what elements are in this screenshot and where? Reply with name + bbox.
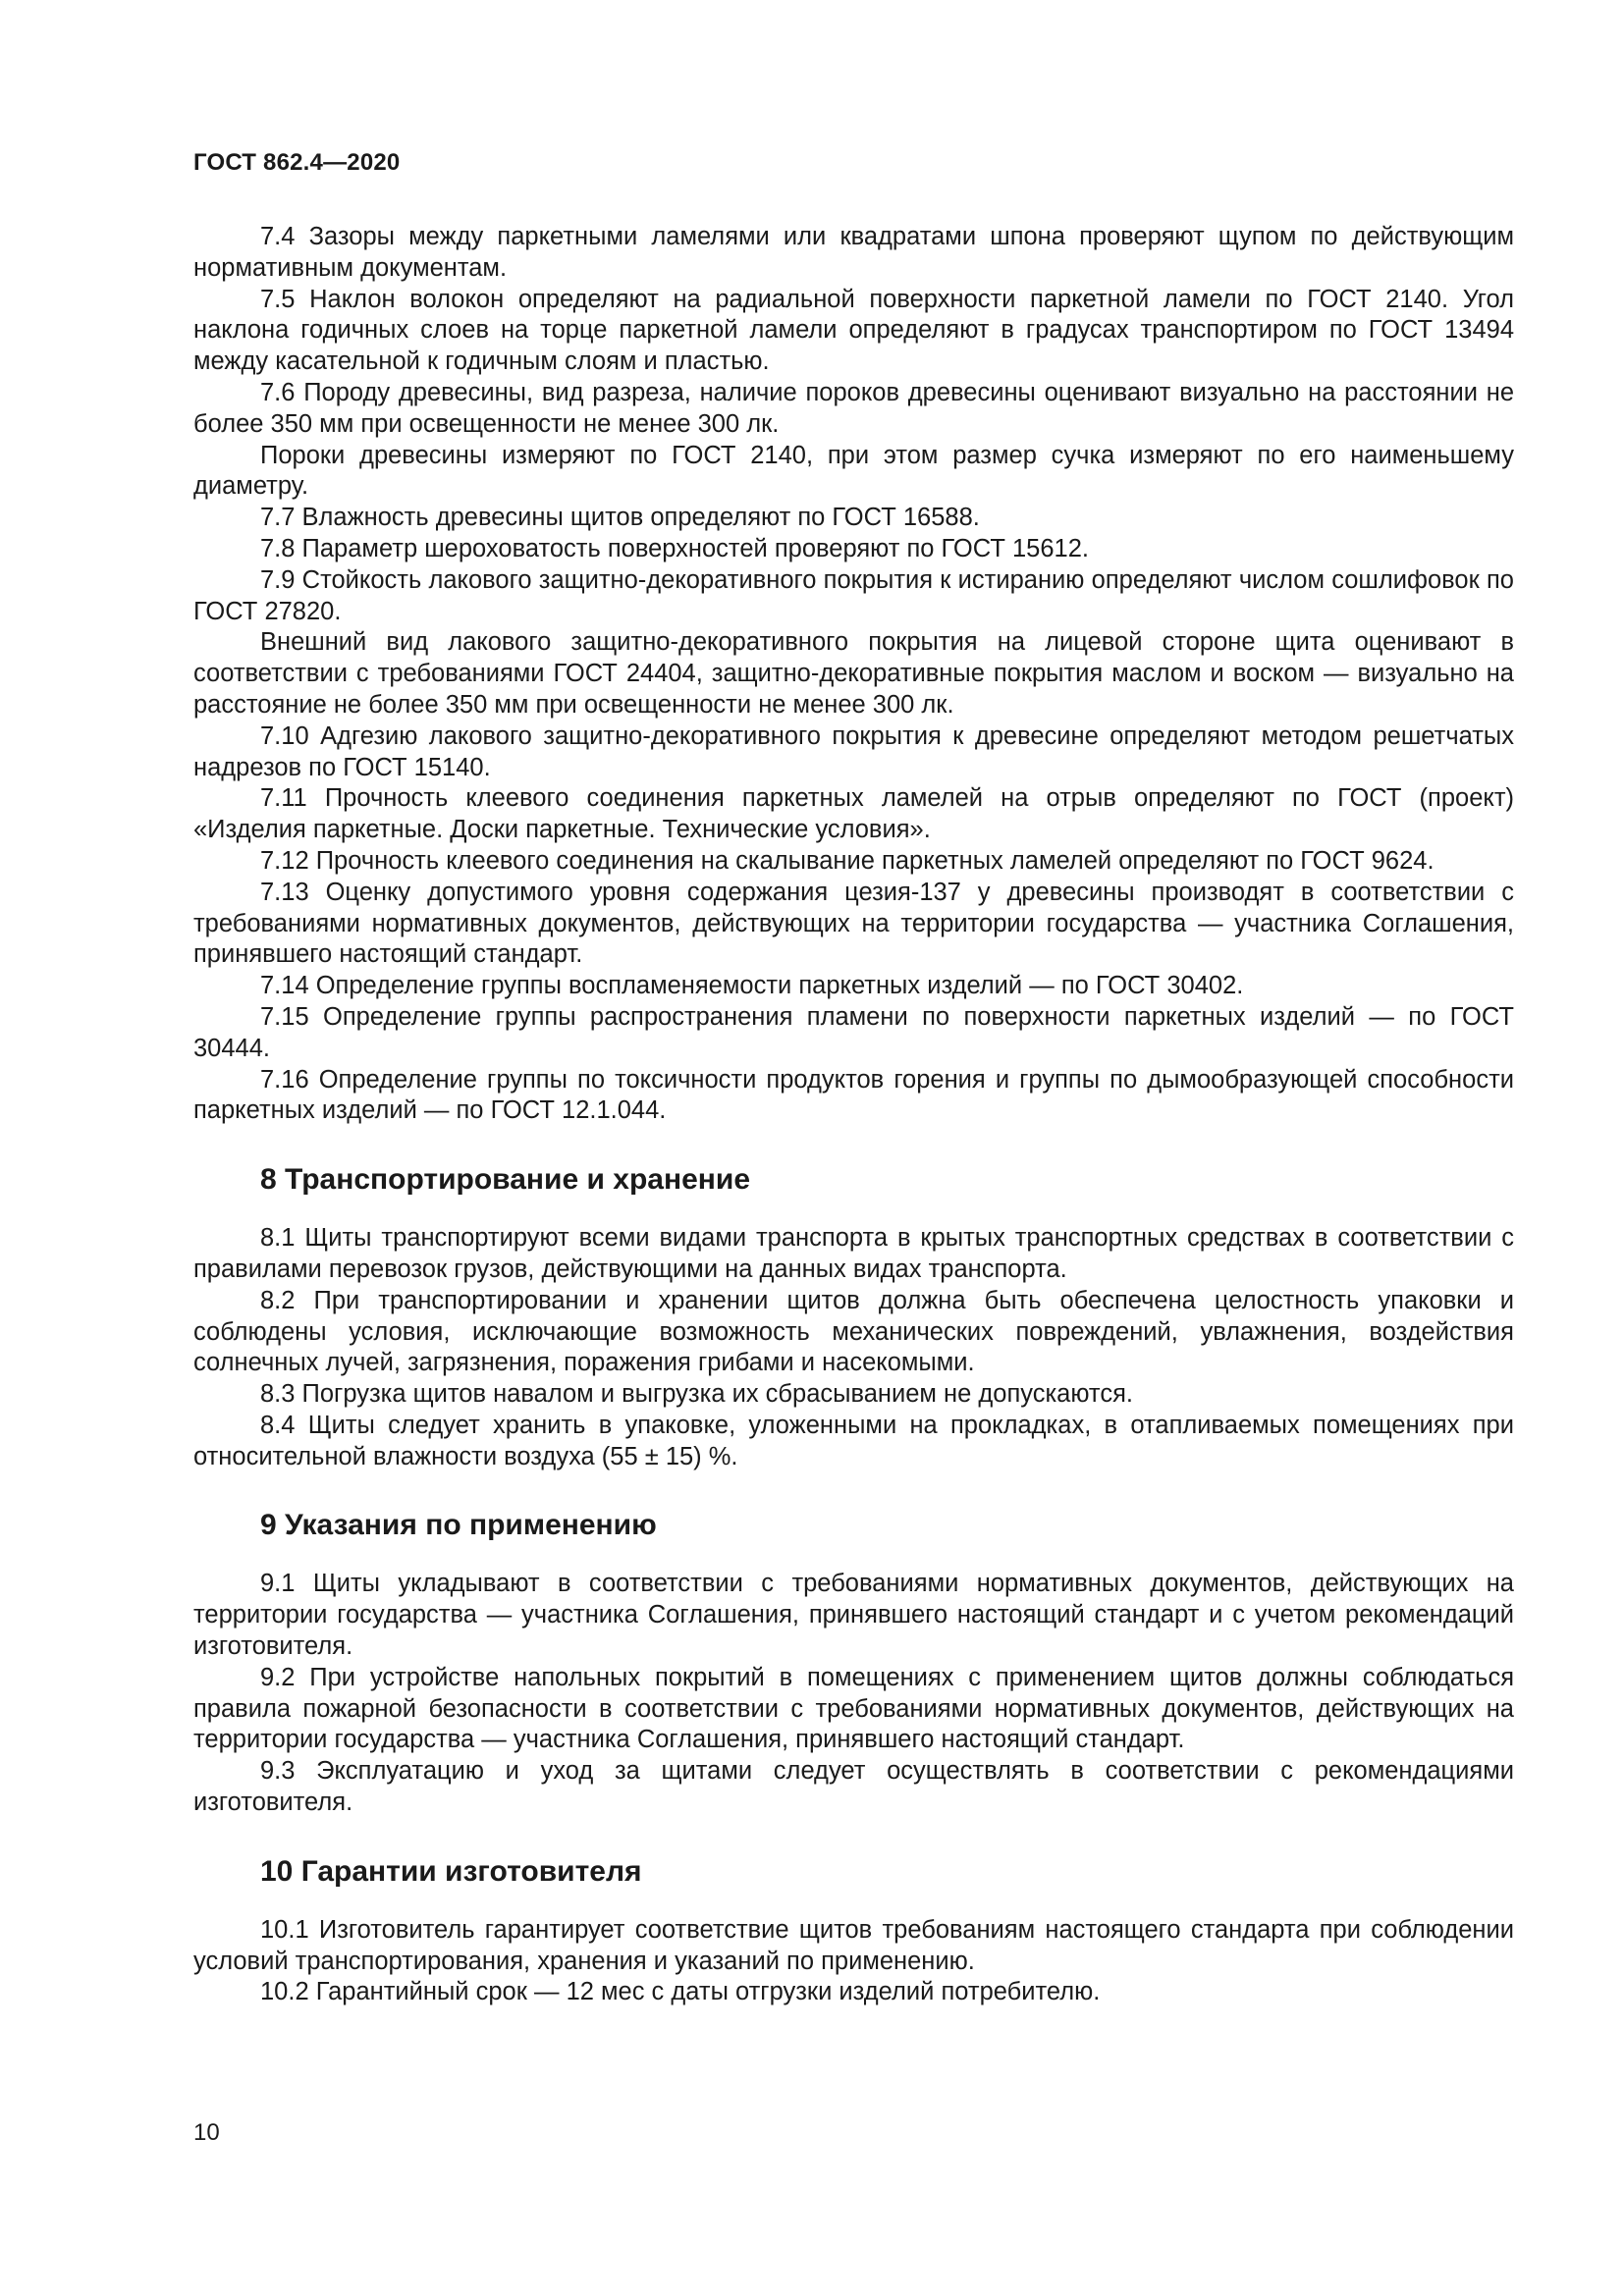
clause-7-11: 7.11 Прочность клеевого соединения паркетных ламелей на отрыв определяют по ГОСТ (проект) «Изделия паркетные. Доски паркетные. Технические условия». (193, 784, 1514, 844)
page-content (193, 222, 1514, 2008)
clause-7-8: 7.8 Параметр шероховатость поверхностей проверяют по ГОСТ 15612. (260, 534, 1089, 562)
clause-8-2: 8.2 При транспортировании и хранении щитов должна быть обеспечена целостность упаковки и соблюдены условия, исключающие возможность механических повреждений, увлажнения, воздействия солнечных лучей, загрязнения, поражения грибами и насекомыми. (193, 1286, 1514, 1377)
section-10-title: 10 Гарантии изготовителя (260, 1854, 642, 1888)
clause-9-3: 9.3 Эксплуатацию и уход за щитами следует осуществлять в соответствии с рекомендациями изготовителя. (193, 1757, 1514, 1817)
clause-7-6-note: Пороки древесины измеряют по ГОСТ 2140, при этом размер сучка измеряют по его наименьшему диаметру. (193, 441, 1514, 501)
page-number: 10 (193, 2119, 220, 2146)
clause-7-7: 7.7 Влажность древесины щитов определяют по ГОСТ 16588. (260, 504, 980, 532)
section-8-title: 8 Транспортирование и хранение (260, 1163, 751, 1197)
clause-8-3: 8.3 Погрузка щитов навалом и выгрузка их сбрасыванием не допускаются. (260, 1380, 1133, 1409)
section-9 (193, 1508, 1514, 1818)
clause-8-4: 8.4 Щиты следует хранить в упаковке, уложенными на прокладках, в отапливаемых помещениях при относительной влажности воздуха (55 ± 15) %. (193, 1411, 1514, 1470)
section-9-title: 9 Указания по применению (260, 1509, 657, 1542)
clause-9-1: 9.1 Щиты укладывают в соответствии с требованиями нормативных документов, действующих на территории государства — участника Соглашения, принявшего настоящий стандарт и с учетом рекомендаций изготовителя. (193, 1570, 1514, 1661)
clause-10-1: 10.1 Изготовитель гарантирует соответствие щитов требованиям настоящего стандарта при соблюдении условий транспортирования, хранения и указаний по применению. (193, 1915, 1514, 1975)
clause-7-13: 7.13 Оценку допустимого уровня содержания цезия-137 у древесины производят в соответствии с требованиями нормативных документов, действующих на территории государства — участника Соглашения, принявшего настоящий стандарт. (193, 878, 1514, 969)
clause-9-2: 9.2 При устройстве напольных покрытий в помещениях с применением щитов должны соблюдаться правила пожарной безопасности в соответствии с требованиями нормативных документов, действующих на территории государства — участника Соглашения, принявшего настоящий стандарт. (193, 1663, 1514, 1754)
clause-7-9: 7.9 Стойкость лакового защитно-декоративного покрытия к истиранию определяют числом сошлифовок по ГОСТ 27820. (193, 565, 1514, 625)
clause-7-6: 7.6 Породу древесины, вид разреза, наличие пороков древесины оценивают визуально на расстоянии не более 350 мм при освещенности не менее 300 лк. (193, 378, 1514, 438)
clause-7-5: 7.5 Наклон волокон определяют на радиальной поверхности паркетной ламели по ГОСТ 2140. Угол наклона годичных слоев на торце паркетной ламели определяют в градусах транспортиром по ГОСТ 13494 между касательной к годичным слоям и пластью. (193, 285, 1514, 376)
clause-8-1: 8.1 Щиты транспортируют всеми видами транспорта в крытых транспортных средствах в соответствии с правилами перевозок грузов, действующими на данных видах транспорта. (193, 1224, 1514, 1283)
section-8 (193, 1162, 1514, 1472)
clause-7-10: 7.10 Адгезию лакового защитно-декоративного покрытия к древесине определяют методом решетчатых надрезов по ГОСТ 15140. (193, 721, 1514, 781)
clause-7-4: 7.4 Зазоры между паркетными ламелями или квадратами шпона проверяют щупом по действующим нормативным документам. (193, 223, 1514, 282)
clause-7-12: 7.12 Прочность клеевого соединения на скалывание паркетных ламелей определяют по ГОСТ 9624. (260, 846, 1435, 875)
clause-7-14: 7.14 Определение группы воспламеняемости паркетных изделий — по ГОСТ 30402. (260, 972, 1244, 1000)
clause-7-16: 7.16 Определение группы по токсичности продуктов горения и группы по дымообразующей способности паркетных изделий — по ГОСТ 12.1.044. (193, 1065, 1514, 1125)
clause-10-2: 10.2 Гарантийный срок — 12 мес с даты отгрузки изделий потребителю. (260, 1978, 1101, 2006)
section-10 (193, 1854, 1514, 2008)
standard-header: ГОСТ 862.4—2020 (193, 149, 401, 176)
clause-7-9-note: Внешний вид лакового защитно-декоративного покрытия на лицевой стороне щита оценивают в соответствии с требованиями ГОСТ 24404, защитно-декоративные покрытия маслом и воском — визуально на расстояние не более 350 мм при освещенности не менее 300 лк. (193, 628, 1514, 719)
clause-7-15: 7.15 Определение группы распространения пламени по поверхности паркетных изделий — по ГОСТ 30444. (193, 1002, 1514, 1062)
section-7-continued (193, 222, 1514, 1127)
